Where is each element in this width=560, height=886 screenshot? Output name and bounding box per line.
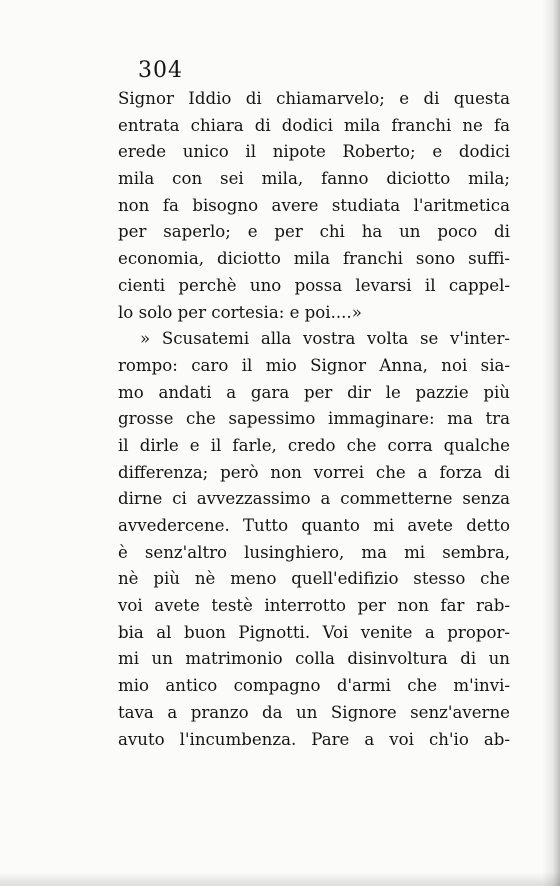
text-line: avvedercene. Tutto quanto mi avete detto [118, 516, 510, 535]
text-line: » Scusatemi alla vostra volta se v'inter- [140, 329, 510, 349]
text-line: entrata chiara di dodici mila franchi ne fa [118, 115, 510, 135]
body-text [118, 86, 510, 753]
text-line: rompo: caro il mio Signor Anna, noi sia- [118, 355, 510, 375]
text-line: mila con sei mila, fanno diciotto mila; [118, 169, 510, 189]
page-bottom-edge [0, 872, 560, 886]
text-line: dirne ci avvezzassimo a commetterne senza [118, 489, 510, 509]
text-line: mi un matrimonio colla disinvoltura di un [118, 649, 510, 669]
text-line: economia, diciotto mila franchi sono suffi- [118, 249, 510, 269]
text-line: è senz'altro lusinghiero, ma mi sembra, [118, 542, 510, 562]
text-line: il dirle e il farle, credo che corra qualche [118, 435, 510, 455]
text-line: cienti perchè uno possa levarsi il cappel- [118, 275, 510, 295]
text-line: differenza; però non vorrei che a forza di [118, 462, 510, 482]
text-line: avuto l'incumbenza. Pare a voi ch'io ab- [118, 729, 510, 749]
text-line: mio antico compagno d'armi che m'invi- [118, 676, 510, 696]
text-line: lo solo per cortesia: e poi....» [118, 302, 362, 322]
text-line: voi avete testè interrotto per non far rab- [118, 596, 510, 616]
page-edge-shadow [542, 0, 560, 886]
text-line: bia al buon Pignotti. Voi venite a propor- [118, 622, 510, 642]
text-line: mo andati a gara per dir le pazzie più [118, 382, 510, 402]
text-line: grosse che sapessimo immaginare: ma tra [118, 409, 510, 429]
text-line: per saperlo; e per chi ha un poco di [118, 222, 510, 242]
text-line: Signor Iddio di chiamarvelo; e di questa [118, 89, 510, 108]
text-line: tava a pranzo da un Signore senz'averne [118, 702, 510, 722]
text-line: nè più nè meno quell'edifizio stesso che [118, 569, 510, 589]
page-number: 304 [138, 58, 183, 83]
text-line: erede unico il nipote Roberto; e dodici [118, 142, 510, 162]
text-line: non fa bisogno avere studiata l'aritmetica [118, 195, 510, 215]
